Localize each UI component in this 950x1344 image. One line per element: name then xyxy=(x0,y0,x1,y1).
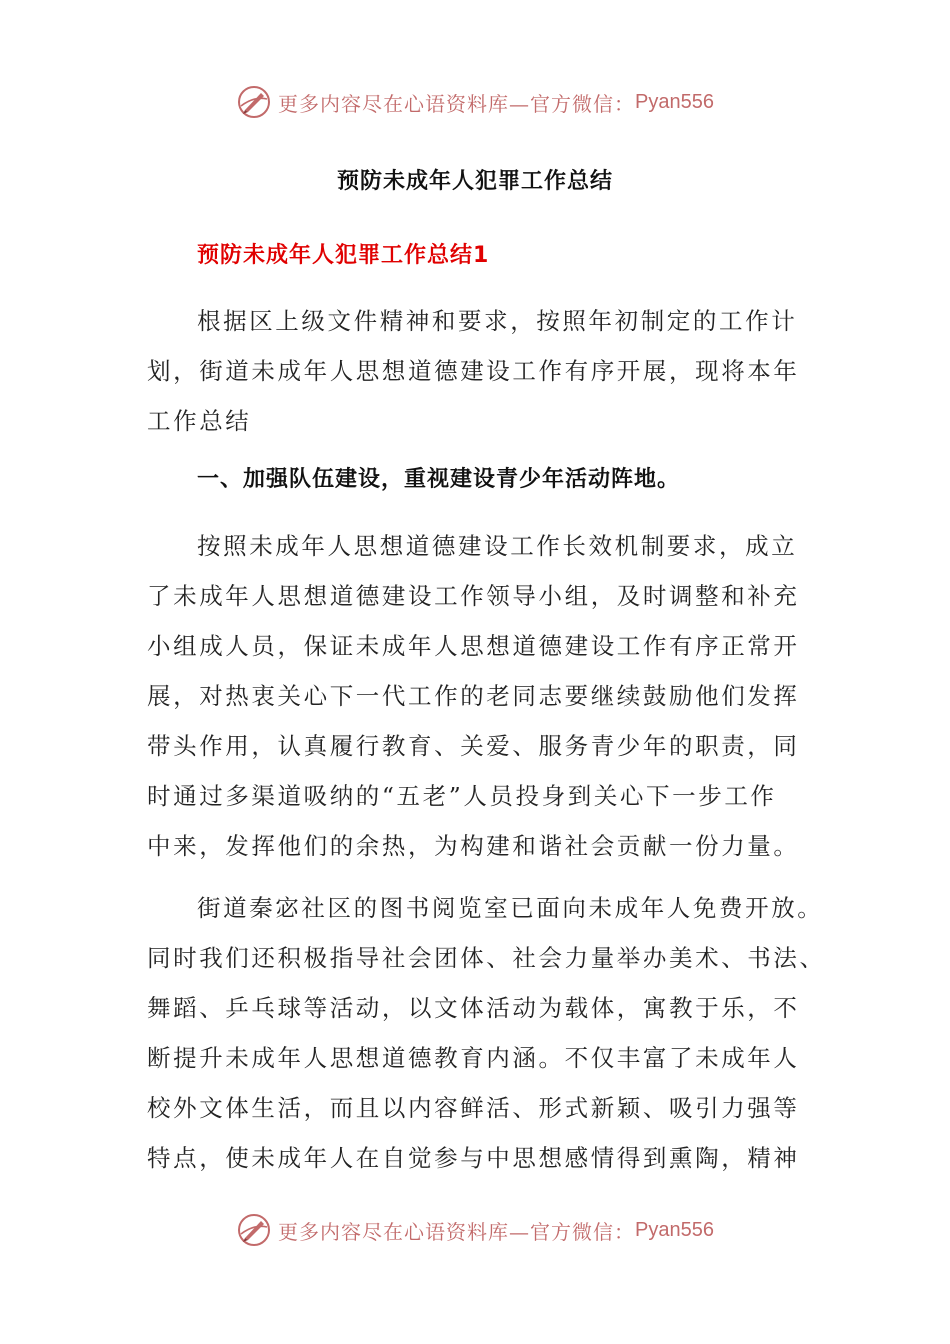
paragraph-line: 了未成年人思想道德建设工作领导小组，及时调整和补充 xyxy=(147,582,800,610)
paragraph-line: 按照未成年人思想道德建设工作长效机制要求，成立 xyxy=(197,532,798,560)
watermark-text: 更多内容尽在心语资料库—官方微信： xyxy=(278,91,636,116)
paragraph-intro xyxy=(147,296,807,446)
paragraph-line: 工作总结 xyxy=(147,407,252,435)
paragraph-line: 校外文体生活，而且以内容鲜活、形式新颖、吸引力强等 xyxy=(147,1094,800,1122)
paragraph-line: 同时我们还积极指导社会团体、社会力量举办美术、书法、 xyxy=(147,944,826,972)
paragraph-line: 中来，发挥他们的余热，为构建和谐社会贡献一份力量。 xyxy=(147,832,800,860)
paragraph-line: 带头作用，认真履行教育、关爱、服务青少年的职责，同 xyxy=(147,732,800,760)
paragraph-line: 展，对热衷关心下一代工作的老同志要继续鼓励他们发挥 xyxy=(147,682,800,710)
section-subtitle: 预防未成年人犯罪工作总结1 xyxy=(197,243,490,268)
paragraph-line: 划，街道未成年人思想道德建设工作有序开展，现将本年 xyxy=(147,357,800,385)
watermark-wechat-id: Pyan556 xyxy=(635,90,714,113)
paragraph-reading-room xyxy=(147,883,826,1183)
paragraph-line: 特点，使未成年人在自觉参与中思想感情得到熏陶，精神 xyxy=(147,1144,800,1172)
paragraph-line: 小组成人员，保证未成年人思想道德建设工作有序正常开 xyxy=(147,632,800,660)
section-heading: 一、加强队伍建设，重视建设青少年活动阵地。 xyxy=(197,467,681,492)
watermark-wechat-id: Pyan556 xyxy=(635,1218,714,1241)
watermark-banner-bottom xyxy=(0,1208,950,1252)
paragraph-line: 舞蹈、乒乓球等活动，以文体活动为载体，寓教于乐，不 xyxy=(147,994,800,1022)
watermark-banner-top xyxy=(0,80,950,124)
paragraph-team-building xyxy=(147,521,807,871)
watermark-text: 更多内容尽在心语资料库—官方微信： xyxy=(278,1219,636,1244)
document-title: 预防未成年人犯罪工作总结 xyxy=(336,169,613,194)
paragraph-line: 断提升未成年人思想道德教育内涵。不仅丰富了未成年人 xyxy=(147,1044,800,1072)
pen-logo-icon xyxy=(236,1212,272,1248)
paragraph-line: 根据区上级文件精神和要求，按照年初制定的工作计 xyxy=(197,307,798,335)
pen-logo-icon xyxy=(236,84,272,120)
paragraph-line: 街道秦宓社区的图书阅览室已面向未成年人免费开放。 xyxy=(197,894,824,922)
paragraph-line: 时通过多渠道吸纳的“五老”人员投身到关心下一步工作 xyxy=(147,782,777,810)
